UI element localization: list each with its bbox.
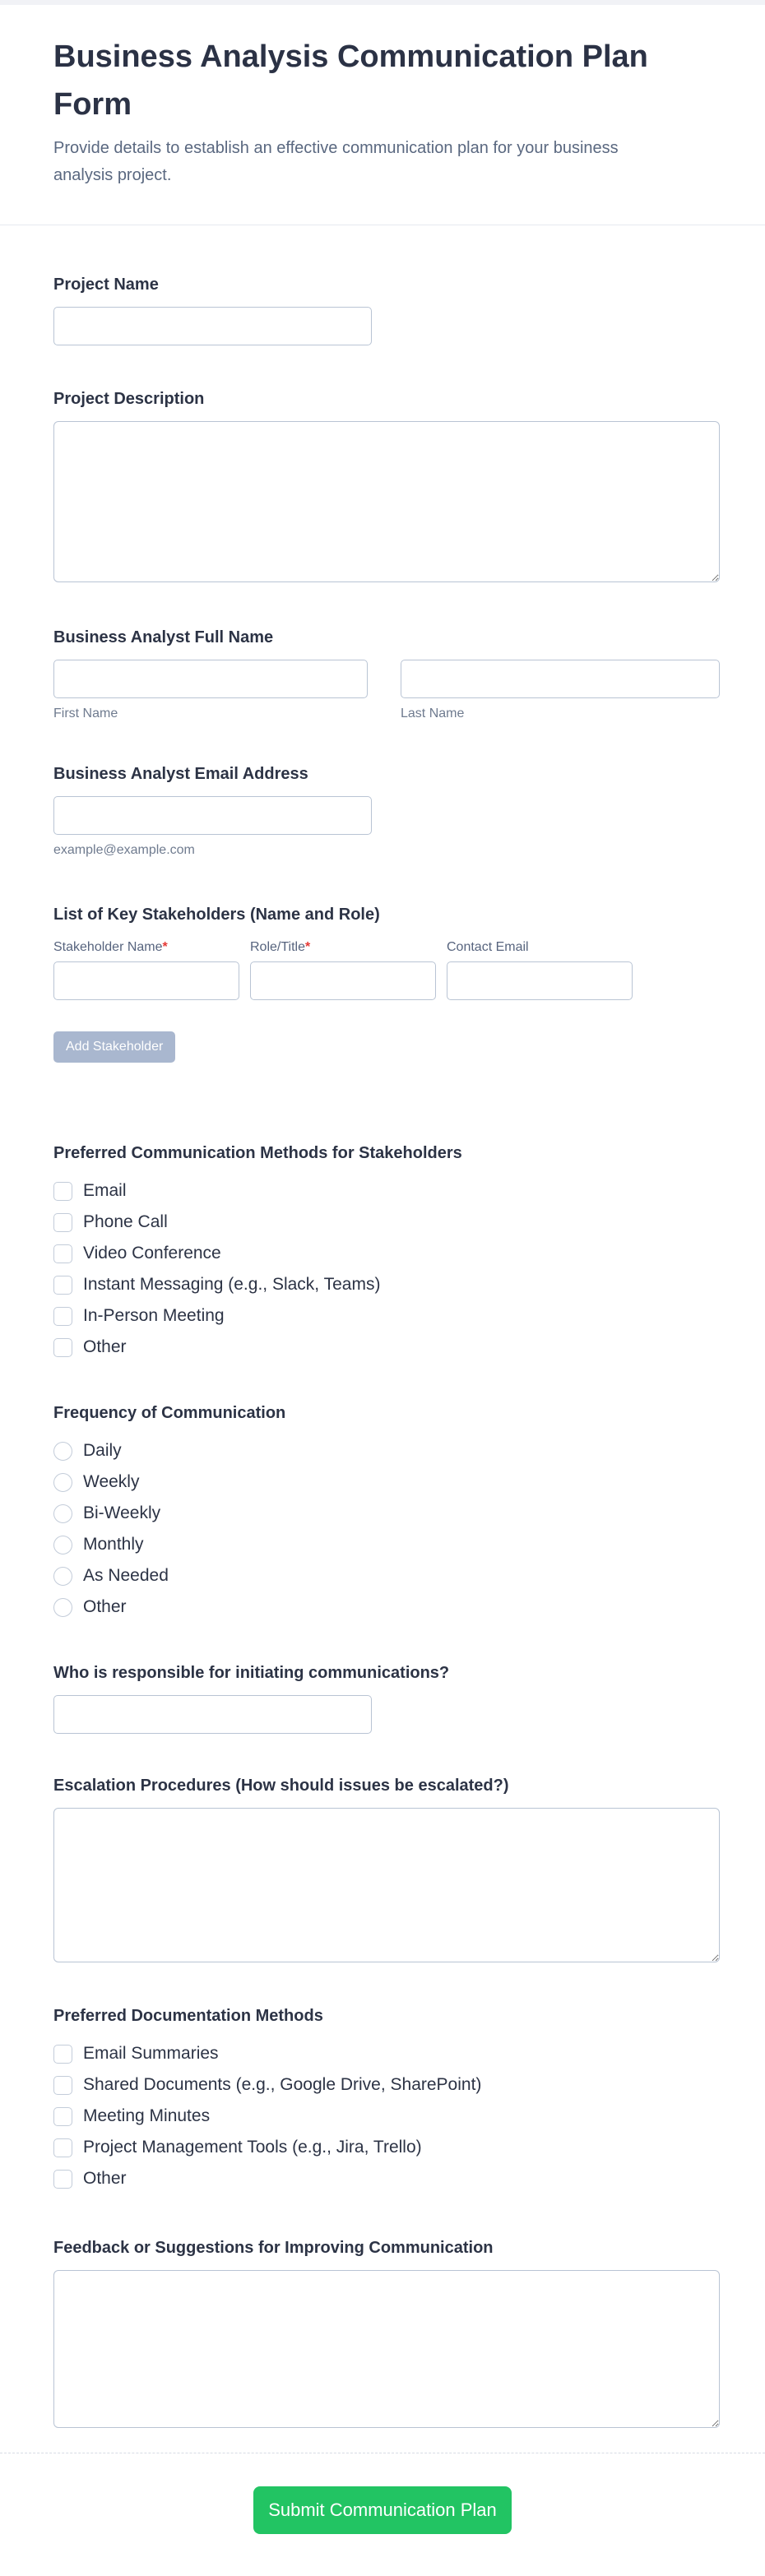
stakeholders-label: List of Key Stakeholders (Name and Role) (53, 906, 380, 924)
project-description-textarea[interactable] (53, 421, 720, 582)
question-analyst-email (53, 762, 720, 859)
communication-methods-options (53, 1175, 720, 1363)
stakeholder-name-input[interactable] (53, 961, 239, 1000)
checkbox[interactable] (53, 1182, 72, 1201)
question-project-description (53, 387, 720, 582)
option-email-summaries[interactable]: Email Summaries (53, 2038, 720, 2069)
last-name-sublabel: Last Name (401, 707, 465, 720)
frequency-label: Frequency of Communication (53, 1404, 286, 1422)
question-analyst-full-name (53, 625, 720, 723)
frequency-options (53, 1435, 720, 1623)
project-name-input[interactable] (53, 307, 372, 345)
responsible-input[interactable] (53, 1695, 372, 1734)
option-other-frequency[interactable]: Other (53, 1591, 720, 1623)
question-communication-methods (53, 1141, 720, 1363)
analyst-email-input[interactable] (53, 796, 372, 835)
role-title-input[interactable] (250, 961, 436, 1000)
option-daily[interactable]: Daily (53, 1435, 720, 1466)
analyst-name-label: Business Analyst Full Name (53, 628, 274, 646)
option-phone-call[interactable]: Phone Call (53, 1207, 720, 1238)
question-documentation-methods (53, 2004, 720, 2194)
radio-button[interactable] (53, 1442, 72, 1461)
checkbox[interactable] (53, 1276, 72, 1295)
question-project-name (53, 272, 720, 345)
communication-methods-label: Preferred Communication Methods for Stakeholders (53, 1144, 462, 1162)
checkbox[interactable] (53, 2170, 72, 2189)
escalation-textarea[interactable] (53, 1808, 720, 1962)
question-stakeholders (53, 902, 720, 1063)
option-project-management-tools[interactable]: Project Management Tools (e.g., Jira, Trello) (53, 2132, 720, 2163)
analyst-email-label: Business Analyst Email Address (53, 765, 308, 783)
responsible-label: Who is responsible for initiating communications? (53, 1664, 450, 1682)
first-name-column (53, 660, 368, 723)
checkbox[interactable] (53, 2076, 72, 2095)
option-email[interactable]: Email (53, 1175, 720, 1207)
form-header (0, 5, 765, 225)
name-fields-row (53, 660, 720, 723)
form-title: Business Analysis Communication Plan Form (53, 39, 648, 122)
option-other-documentation[interactable]: Other (53, 2163, 720, 2194)
radio-button[interactable] (53, 1504, 72, 1523)
option-bi-weekly[interactable]: Bi-Weekly (53, 1498, 720, 1529)
option-in-person-meeting[interactable]: In-Person Meeting (53, 1300, 720, 1332)
checkbox[interactable] (53, 2045, 72, 2064)
stakeholders-header-row (53, 938, 720, 1000)
checkbox[interactable] (53, 1213, 72, 1232)
submit-button[interactable]: Submit Communication Plan (253, 2486, 512, 2534)
form-subtitle: Provide details to establish an effective communication plan for your business analysis project. (53, 139, 619, 184)
question-frequency (53, 1401, 720, 1623)
last-name-column (401, 660, 720, 723)
radio-button[interactable] (53, 1473, 72, 1492)
project-description-label: Project Description (53, 390, 205, 408)
escalation-label: Escalation Procedures (How should issues be escalated?) (53, 1777, 509, 1795)
option-shared-documents[interactable]: Shared Documents (e.g., Google Drive, SharePoint) (53, 2069, 720, 2101)
submit-section (0, 2453, 765, 2576)
stakeholder-name-column-header: Stakeholder Name* (53, 940, 168, 954)
form-body (0, 225, 765, 2453)
checkbox[interactable] (53, 2138, 72, 2157)
first-name-input[interactable] (53, 660, 368, 698)
checkbox[interactable] (53, 2107, 72, 2126)
option-as-needed[interactable]: As Needed (53, 1560, 720, 1591)
option-monthly[interactable]: Monthly (53, 1529, 720, 1560)
project-name-label: Project Name (53, 276, 159, 294)
required-asterisk: * (162, 940, 168, 954)
question-escalation (53, 1773, 720, 1962)
option-video-conference[interactable]: Video Conference (53, 1238, 720, 1269)
option-meeting-minutes[interactable]: Meeting Minutes (53, 2101, 720, 2132)
required-asterisk: * (304, 940, 311, 954)
documentation-options (53, 2038, 720, 2194)
checkbox[interactable] (53, 1338, 72, 1357)
checkbox[interactable] (53, 1244, 72, 1263)
checkbox[interactable] (53, 1307, 72, 1326)
radio-button[interactable] (53, 1598, 72, 1617)
option-instant-messaging[interactable]: Instant Messaging (e.g., Slack, Teams) (53, 1269, 720, 1300)
feedback-textarea[interactable] (53, 2270, 720, 2428)
analyst-email-sublabel: example@example.com (53, 843, 195, 857)
role-title-column-header: Role/Title* (250, 940, 311, 954)
contact-email-column-header: Contact Email (447, 940, 529, 954)
first-name-sublabel: First Name (53, 707, 118, 720)
feedback-label: Feedback or Suggestions for Improving Communication (53, 2239, 494, 2257)
last-name-input[interactable] (401, 660, 720, 698)
radio-button[interactable] (53, 1536, 72, 1554)
documentation-methods-label: Preferred Documentation Methods (53, 2007, 323, 2025)
option-weekly[interactable]: Weekly (53, 1466, 720, 1498)
question-responsible (53, 1661, 720, 1734)
radio-button[interactable] (53, 1567, 72, 1586)
contact-email-input[interactable] (447, 961, 633, 1000)
add-stakeholder-button[interactable]: Add Stakeholder (53, 1031, 175, 1063)
question-feedback (53, 2235, 720, 2428)
option-other-method[interactable]: Other (53, 1332, 720, 1363)
